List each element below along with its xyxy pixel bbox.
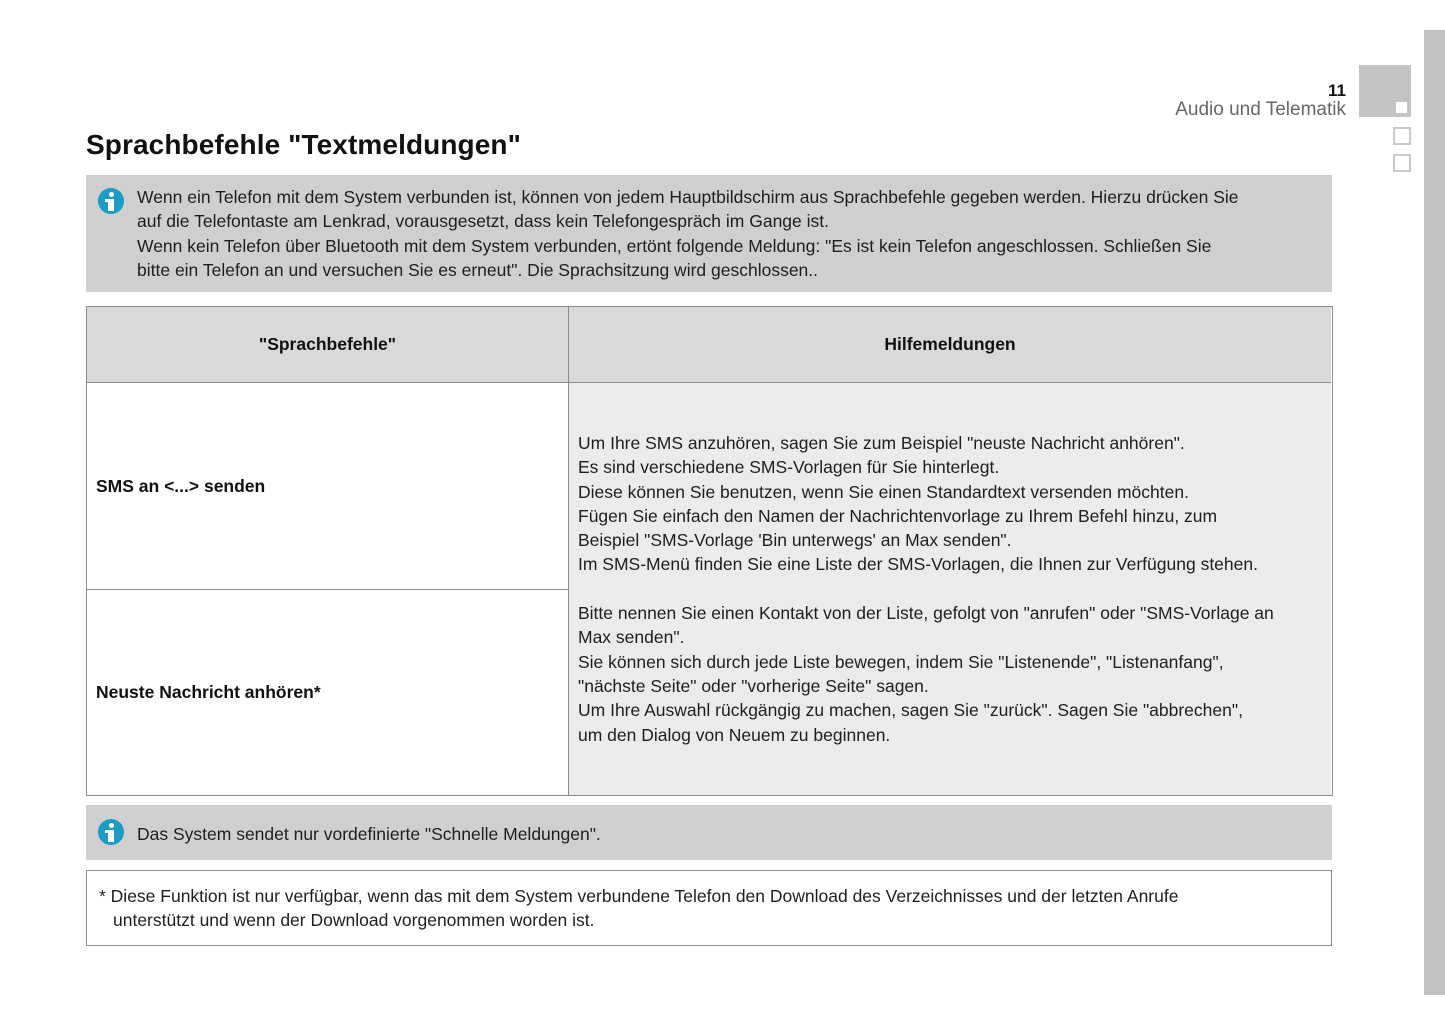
chapter-tab-2[interactable] [1393, 127, 1411, 145]
help-line: Fügen Sie einfach den Namen der Nachrichtenvorlage zu Ihrem Befehl hinzu, zum [578, 505, 1218, 526]
help-line: Es sind verschiedene SMS-Vorlagen für Sie hinterlegt. [578, 457, 1000, 478]
info-line: bitte ein Telefon an und versuchen Sie es erneut". Die Sprachsitzung wird geschlossen.. [137, 259, 819, 280]
command-label: Neuste Nachricht anhören* [96, 682, 321, 702]
info-icon [98, 819, 124, 845]
info-text-top [137, 185, 1312, 282]
info-line: Wenn kein Telefon über Bluetooth mit dem System verbunden, ertönt folgende Meldung: "Es ist kein Telefon angeschlossen. Schließen Sie [137, 235, 1212, 256]
help-line: Um Ihre SMS anzuhören, sagen Sie zum Beispiel "neuste Nachricht anhören". [578, 433, 1185, 453]
help-line: um den Dialog von Neuem zu beginnen. [578, 724, 891, 745]
info-line: auf die Telefontaste am Lenkrad, vorausgesetzt, dass kein Telefongespräch im Gange ist. [137, 211, 829, 232]
chapter-tab-active[interactable] [1359, 65, 1411, 117]
page-edge-bar [1424, 30, 1445, 995]
info-box-bottom [86, 805, 1332, 860]
info-text-bottom: Das System sendet nur vordefinierte "Schnelle Meldungen". [137, 824, 601, 844]
chapter-tab-marker-icon [1396, 102, 1407, 113]
help-messages-cell [569, 383, 1331, 795]
footnote-line: unterstützt und wenn der Download vorgenommen worden ist. [113, 910, 595, 931]
table-header-help: Hilfemeldungen [569, 307, 1331, 383]
info-icon [98, 188, 124, 214]
help-line: Beispiel "SMS-Vorlage 'Bin unterwegs' an Max senden". [578, 530, 1012, 551]
help-line: Um Ihre Auswahl rückgängig zu machen, sagen Sie "zurück". Sagen Sie "abbrechen", [578, 700, 1243, 721]
page-number: 11 [1328, 81, 1346, 100]
help-line: Max senden". [578, 627, 685, 648]
chapter-tab-3[interactable] [1393, 154, 1411, 172]
footnote-box [86, 870, 1332, 946]
command-label: SMS an <...> senden [96, 475, 266, 496]
help-line: Im SMS-Menü finden Sie eine Liste der SMS-Vorlagen, die Ihnen zur Verfügung stehen. [578, 554, 1258, 575]
table-header-commands: "Sprachbefehle" [87, 307, 569, 383]
help-line: Diese können Sie benutzen, wenn Sie einen Standardtext versenden möchten. [578, 481, 1189, 502]
footnote-line: * Diese Funktion ist nur verfügbar, wenn das mit dem System verbundene Telefon den Download des Verzeichnisses und der letzten Anrufe [99, 886, 1179, 906]
table-row-command [87, 383, 569, 590]
info-line: Wenn ein Telefon mit dem System verbunden ist, können von jedem Hauptbildschirm aus Sprachbefehle gegeben werden. Hierzu drücken Sie [137, 187, 1239, 207]
section-label: Audio und Telematik [1175, 99, 1346, 120]
info-box-top [86, 175, 1332, 292]
help-line: "nächste Seite" oder "vorherige Seite" sagen. [578, 675, 929, 696]
help-line: Bitte nennen Sie einen Kontakt von der Liste, gefolgt von "anrufen" oder "SMS-Vorlage an [578, 603, 1274, 624]
voice-command-table [86, 306, 1333, 796]
table-row-command [87, 590, 569, 795]
page-title: Sprachbefehle "Textmeldungen" [86, 129, 522, 160]
help-line: Sie können sich durch jede Liste bewegen, indem Sie "Listenende", "Listenanfang", [578, 651, 1224, 672]
